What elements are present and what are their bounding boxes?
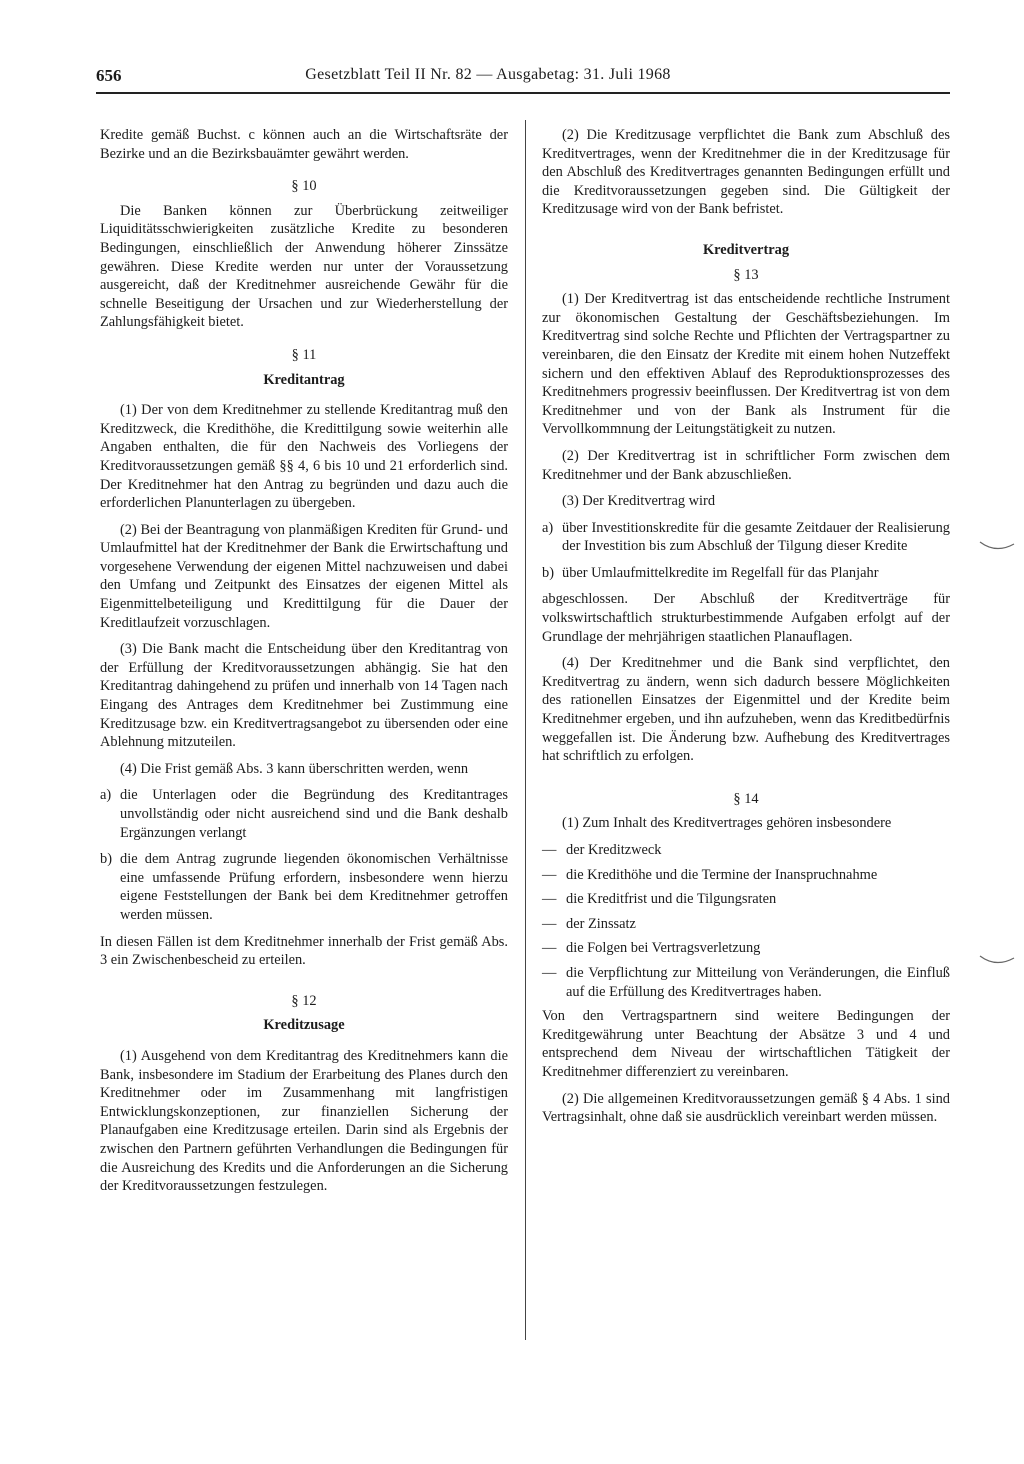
list-item-label: — [542, 891, 557, 908]
list-item [542, 915, 950, 934]
section-13-heading: § 13 [733, 266, 759, 283]
list-item-text: die Kredithöhe und die Termine der Inanspruchnahme [566, 866, 878, 883]
section-12-heading: § 12 [291, 992, 317, 1009]
list-item-text: der Kreditzweck [566, 842, 662, 858]
section-13-para-4: (4) Der Kreditnehmer und die Bank sind verpflichtet, den Kreditvertrag zu ändern, wenn sich dadurch bessere Möglichkeiten des rationellen Einsatzes der Eigenmittel und der Kredite beim Kreditnehmer ergeben, und ihn aufzuheben, wenn das Kreditbedürfnis weggefallen ist. Die Änderung bzw. Aufhebung des Kreditvertrages hat schriftlich zu erfolgen. [542, 655, 950, 765]
list-item [542, 519, 950, 556]
list-item [100, 850, 508, 924]
section-10-text: Die Banken können zur Überbrückung zeitweiliger Liquiditätsschwierigkeiten zusätzliche Kredite zu besonderen Bedingungen, einschließlich der Anwendung höherer Zinssätze gewähren. Diese Kredite werden nur unter der Voraussetzung ausgereicht, daß der Kreditnehmer ausreichende Gewähr für die schnelle Beseitigung der Ursachen und zur Wiederherstellung der Zahlungsfähigkeit bietet. [100, 202, 508, 331]
list-item-label: — [542, 915, 557, 932]
section-11-para-3: (3) Die Bank macht die Entscheidung über den Kreditantrag von der Erfüllung der Kreditvoraussetzungen abhängig. Sie hat den Kreditantrag dahingehend zu prüfen und innerhalb von 14 Tagen nach Eingang des Antrages dem Kreditnehmer bei Zustimmung eine Kreditzusage bzw. ein Kreditvertragsangebot zu übersenden oder eine Ablehnung mitzuteilen. [100, 641, 508, 751]
section-11-para-4: (4) Die Frist gemäß Abs. 3 kann überschritten werden, wenn [120, 760, 469, 777]
list-item-text: die Folgen bei Vertragsverletzung [566, 940, 761, 957]
list-item-text: die Unterlagen oder die Begründung des Kreditantrages unvollständig oder nicht ausreichend sind und die Bank deshalb Ergänzungen verlangt [120, 787, 508, 841]
list-item-text: der Zinssatz [566, 915, 636, 932]
margin-mark-icon [978, 536, 1018, 556]
section-11-heading: § 11 [291, 346, 317, 363]
list-item-text: die dem Antrag zugrunde liegenden ökonomischen Verhältnisse eine umfassende Prüfung erfordern, insbesondere wenn hierzu eigene Feststellungen der Bank bei dem Kreditnehmer getroffen werden müssen. [120, 851, 508, 923]
section-13-para-2: (2) Der Kreditvertrag ist in schriftlicher Form zwischen dem Kreditnehmer und der Bank abzuschließen. [542, 447, 950, 483]
section-14-heading: § 14 [733, 790, 759, 807]
list-item-label: a) [100, 787, 112, 804]
section-13-para-3: (3) Der Kreditvertrag wird [562, 493, 716, 510]
list-item [100, 786, 508, 842]
page-number: 656 [96, 66, 122, 85]
intro-paragraph: Kredite gemäß Buchst. c können auch an die Wirtschaftsräte der Bezirke und an die Bezirksbauämter gewährt werden. [100, 127, 508, 162]
section-11-para-4-close: In diesen Fällen ist dem Kreditnehmer innerhalb der Frist gemäß Abs. 3 ein Zwischenbescheid zu erteilen. [100, 933, 508, 969]
margin-mark-icon [978, 950, 1018, 970]
left-column [100, 126, 508, 1204]
section-10-heading: § 10 [291, 178, 317, 195]
section-13-title: Kreditvertrag [702, 241, 790, 258]
list-item [542, 866, 950, 885]
section-11-title: Kreditantrag [263, 371, 345, 388]
column-divider [525, 120, 526, 1340]
list-item-label: b) [100, 851, 112, 868]
list-item-label: b) [542, 564, 554, 581]
section-13-para-1: (1) Der Kreditvertrag ist das entscheidende rechtliche Instrument zur ökonomischen Gestaltung der Geschäftsbeziehungen. Im Kreditvertrag sind solche Rechte und Pflichten der Vertragspartner zu vereinbaren, die den Einsatz der Kredite mit einem hohen Nutzeffekt sichern und den effektiven Ablauf des Reproduktionsprozesses des Kreditnehmers progressiv beeinflussen. Der Kreditvertrag ist von dem Kreditnehmer und von der Bank als Instrument für die Vervollkommnung der Leitungstätigkeit zu nutzen. [542, 291, 950, 438]
section-14-para-1: (1) Zum Inhalt des Kreditvertrages gehören insbesondere [562, 815, 892, 832]
section-13-para-3-close: abgeschlossen. Der Abschluß der Kreditverträge für volkswirtschaftlich strukturbestimmende Aufgaben erfolgt auf der Grundlage der mehrjährigen staatlichen Planauflagen. [542, 591, 950, 645]
page-header [96, 66, 950, 94]
section-11-para-1: (1) Der von dem Kreditnehmer zu stellende Kreditantrag muß den Kreditzweck, die Kredithöhe, die Kredittilgung sowie weiterhin alle Angaben enthalten, die für den Nachweis des Vorliegens der Kreditvoraussetzungen gemäß §§ 4, 6 bis 10 und 21 erforderlich sind. Der Kreditnehmer hat den Antrag zu begründen und dazu auch die erforderlichen Planunterlagen zu übergeben. [100, 402, 508, 512]
list-item-text: die Kreditfrist und die Tilgungsraten [566, 891, 777, 908]
section-14-para-1-close: Von den Vertragspartnern sind weitere Bedingungen der Kreditgewährung unter Beachtung der Absätze 3 und 4 und entsprechend dem Niveau der wirtschaftlichen Tätigkeit der Kreditnehmer differenziert zu vereinbaren. [542, 1008, 950, 1080]
list-item-text: über Investitionskredite für die gesamte Zeitdauer der Realisierung der Investition bis zum Abschluß der Tilgung dieser Kredite [562, 519, 950, 555]
list-item-label: — [542, 964, 557, 981]
section-12-para-2: (2) Die Kreditzusage verpflichtet die Bank zum Abschluß des Kreditvertrages, wenn der Kreditnehmer die in der Kreditzusage für den Abschluß des Kreditvertrages genannten Bedingungen erfüllt und die Kreditvoraussetzungen gegeben sind. Die Gültigkeit der Kreditzusage wird von der Bank befristet. [542, 127, 950, 218]
list-item-label: — [542, 866, 557, 883]
list-item [542, 964, 950, 1001]
list-item-text: über Umlaufmittelkredite im Regelfall für das Planjahr [562, 564, 879, 581]
list-item-label: — [542, 940, 557, 957]
right-column [542, 126, 950, 1135]
list-item [542, 841, 950, 860]
running-title: Gesetzblatt Teil II Nr. 82 — Ausgabetag: 31. Juli 1968 [305, 66, 671, 83]
section-11-para-2: (2) Bei der Beantragung von planmäßigen Krediten für Grund- und Umlaufmittel hat der Kreditnehmer der Bank die Erwirtschaftung und vorgesehene Verwendung der eigenen Mittel nachzuweisen und dabei den Umfang und Zeitpunkt des Einsatzes der eigenen Mittel als Eigenmittelbeteiligung und Kredittilgung für die Dauer der Kreditlaufzeit vorzuschlagen. [100, 521, 508, 631]
section-14-para-2: (2) Die allgemeinen Kreditvoraussetzungen gemäß § 4 Abs. 1 sind Vertragsinhalt, ohne daß sie ausdrücklich vereinbart werden müssen. [542, 1090, 950, 1126]
section-12-para-1: (1) Ausgehend von dem Kreditantrag des Kreditnehmers kann die Bank, insbesondere im Stadium der Erarbeitung des Planes durch den Kreditnehmer oder im Zusammenhang mit langfristigen Entwicklungskonzeptionen, zur finanziellen Sicherung der Planaufgaben eine Kreditzusage erteilen. Darin sind als Ergebnis der zwischen den Partnern geführten Verhandlungen die Bedingungen für die Ausreichung des Kredits und die Anforderungen an die Sicherung der Kreditvoraussetzungen festzulegen. [100, 1047, 508, 1195]
list-item [542, 564, 950, 583]
list-item [542, 890, 950, 909]
list-item-label: — [542, 842, 557, 858]
list-item [542, 939, 950, 958]
list-item-label: a) [542, 519, 554, 536]
section-12-title: Kreditzusage [263, 1017, 345, 1034]
list-item-text: die Verpflichtung zur Mitteilung von Veränderungen, die Einfluß auf die Erfüllung des Kreditvertrages haben. [566, 964, 950, 1000]
